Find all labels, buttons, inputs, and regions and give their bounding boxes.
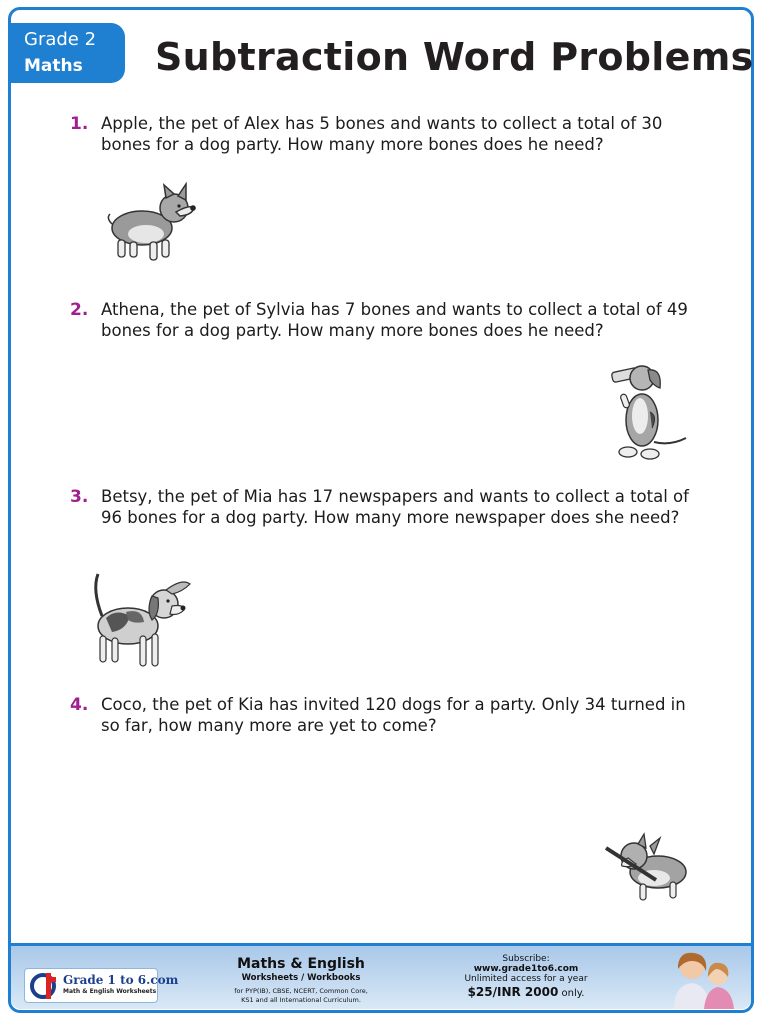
- curricula-line-2: KS1 and all International Curriculum.: [241, 996, 361, 1004]
- product-title: Maths & English: [237, 956, 365, 972]
- subscribe-link[interactable]: www.grade1to6.com: [473, 964, 579, 974]
- question-text: Athena, the pet of Sylvia has 7 bones and wants to collect a total of 49 bones for a dog party. How many more bones does he need?: [101, 300, 688, 340]
- grade-badge: [11, 23, 125, 83]
- question-3: [70, 487, 690, 528]
- question-number: 2.: [70, 300, 89, 320]
- price-suffix: only.: [558, 988, 585, 999]
- grade-label: Grade 2: [24, 29, 97, 50]
- footer-product: [211, 956, 391, 1005]
- question-number: 3.: [70, 487, 89, 507]
- corgi-dog-icon: [104, 182, 200, 266]
- question-text: Coco, the pet of Kia has invited 120 dogs for a party. Only 34 turned in so far, how many more are yet to come?: [101, 695, 686, 735]
- footer-logo[interactable]: [24, 968, 179, 1003]
- family-photo-icon: [666, 949, 746, 1009]
- beagle-dog-icon: [86, 570, 192, 676]
- grade1to6-logo-icon: [30, 971, 60, 1001]
- subject-label: Maths: [24, 56, 83, 76]
- question-4: [70, 695, 690, 736]
- question-number: 4.: [70, 695, 89, 715]
- page-title: Subtraction Word Problems: [155, 35, 754, 79]
- corgi-with-stick-icon: [604, 832, 694, 904]
- price-line: [441, 985, 611, 999]
- access-text: Unlimited access for a year: [464, 974, 588, 984]
- question-number: 1.: [70, 114, 89, 134]
- sitting-dog-icon: [608, 362, 690, 464]
- price: $25/INR 2000: [467, 985, 559, 999]
- question-text: Betsy, the pet of Mia has 17 newspapers and wants to collect a total of 96 bones for a dog party. How many more newspaper does she need?: [101, 487, 689, 527]
- footer-logo-sub: Math & English Worksheets: [63, 988, 157, 995]
- subscribe-label: Subscribe:: [502, 954, 550, 964]
- product-subtitle: Worksheets / Workbooks: [241, 973, 361, 983]
- footer-banner: [11, 943, 751, 1009]
- question-2: [70, 300, 690, 341]
- curricula-line-1: for PYP(IB), CBSE, NCERT, Common Core,: [234, 987, 368, 995]
- footer-logo-site: Grade 1 to 6.com: [63, 973, 179, 987]
- question-1: [70, 114, 690, 155]
- question-text: Apple, the pet of Alex has 5 bones and wants to collect a total of 30 bones for a dog party. How many more bones does he need?: [101, 114, 663, 154]
- footer-subscribe: [441, 954, 611, 999]
